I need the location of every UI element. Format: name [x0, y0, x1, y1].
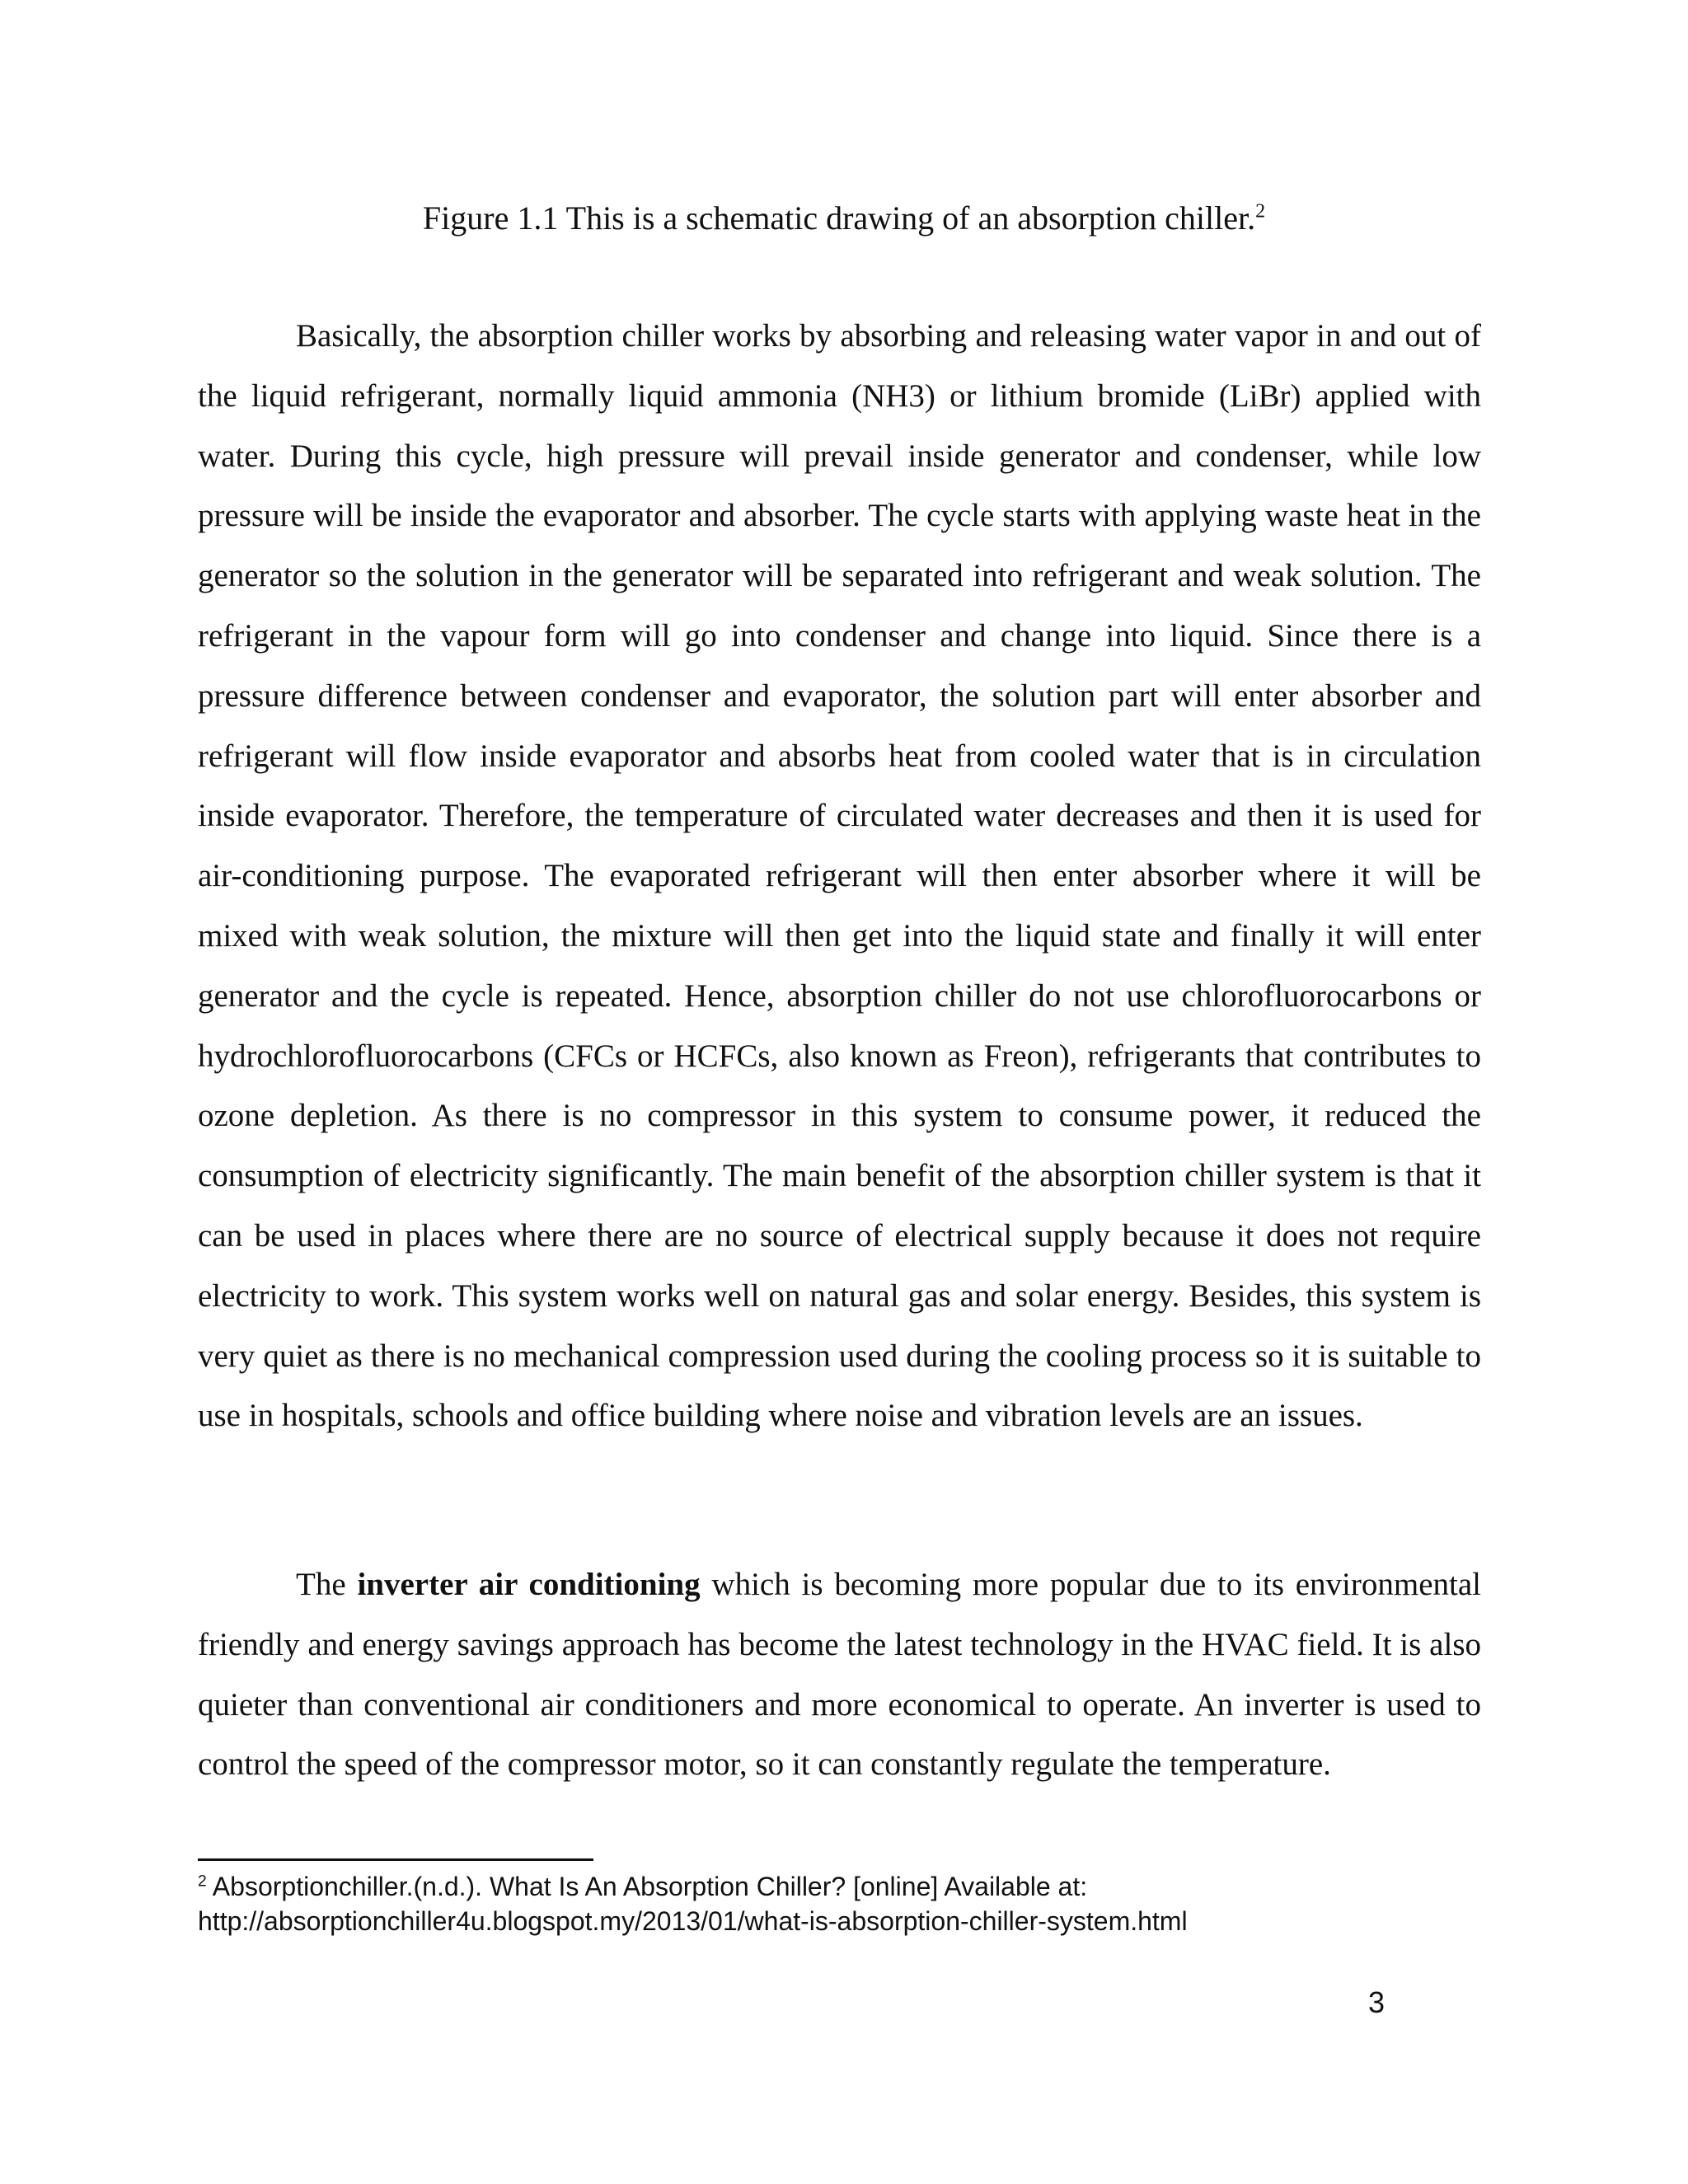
figure-caption	[0, 198, 1688, 239]
footnote	[198, 1869, 1558, 1938]
absorption-chiller-paragraph: Basically, the absorption chiller works by absorbing and releasing water vapor in and out of the liquid refrigerant, normally liquid ammonia (NH3) or lithium bromide (LiBr) applied with water. During this cycle, high pressure will prevail inside generator and condenser, while low pressure will be inside the evaporator and absorber. The cycle starts with applying waste heat in the generator so the solution in the generator will be separated into refrigerant and weak solution. The refrigerant in the vapour form will go into condenser and change into liquid. Since there is a pressure difference between condenser and evaporator, the solution part will enter absorber and refrigerant will flow inside evaporator and absorbs heat from cooled water that is in circulation inside evaporator. Therefore, the temperature of circulated water decreases and then it is used for air-conditioning purpose. The evaporated refrigerant will then enter absorber where it will be mixed with weak solution, the mixture will then get into the liquid state and finally it will enter generator and the cycle is repeated. Hence, absorption chiller do not use chlorofluorocarbons or hydrochlorofluorocarbons (CFCs or HCFCs, also known as Freon), refrigerants that contributes to ozone depletion. As there is no compressor in this system to consume power, it reduced the consumption of electricity significantly. The main benefit of the absorption chiller system is that it can be used in places where there are no source of electrical supply because it does not require electricity to work. This system works well on natural gas and solar energy. Besides, this system is very quiet as there is no mechanical compression used during the cooling process so it is suitable to use in hospitals, schools and office building where noise and vibration levels are an issues.	[198, 318, 1481, 1434]
inverter-paragraph-rest: which is becoming more popular due to its environmental friendly and energy savings approach has become the latest technology in the HVAC field. It is also quieter than conventional air conditioners and more economical to operate. An inverter is used to control the speed of the compressor motor, so it can constantly regulate the temperature.	[198, 1567, 1481, 1783]
footnote-divider	[198, 1858, 593, 1861]
footnote-url: http://absorptionchiller4u.blogspot.my/2013/01/what-is-absorption-chiller-system.html	[198, 1906, 1188, 1936]
inverter-term-bold: inverter air conditioning	[357, 1567, 701, 1602]
footnote-reference: 2	[1255, 200, 1266, 223]
inverter-paragraph	[198, 1555, 1481, 1795]
footnote-marker: 2	[198, 1872, 207, 1891]
inverter-paragraph-lead: The	[296, 1567, 358, 1602]
footnote-citation-text: Absorptionchiller.(n.d.). What Is An Absorption Chiller? [online] Available at:	[206, 1872, 1088, 1901]
figure-caption-text: Figure 1.1 This is a schematic drawing of an absorption chiller.	[422, 199, 1256, 237]
page-number: 3	[1368, 1985, 1386, 2019]
footnote-citation	[198, 1869, 1558, 1904]
